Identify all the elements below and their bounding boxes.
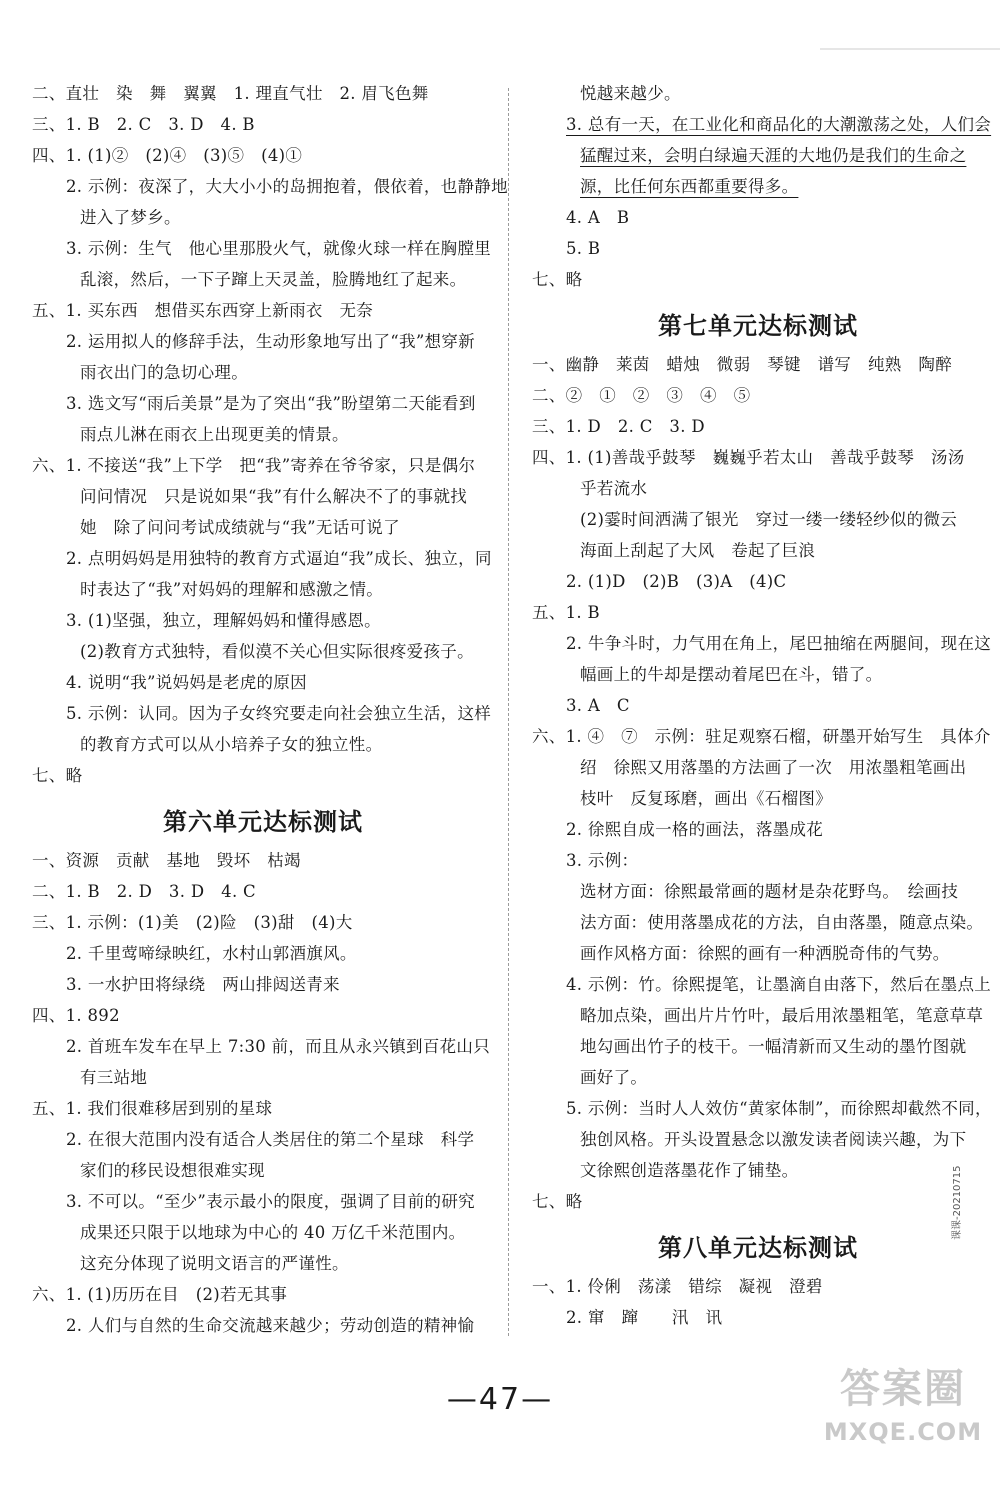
answer-line: 枝叶 反复琢磨，画出《石榴图》	[580, 789, 832, 808]
right-column	[532, 78, 992, 1333]
answer-line: 4. A B	[566, 208, 630, 227]
answer-line: 2. 运用拟人的修辞手法，生动形象地写出了“我”想穿新	[66, 332, 475, 351]
answer-line: 她 除了问问考试成绩就与“我”无话可说了	[80, 518, 400, 537]
answer-line: 绍 徐熙又用落墨的方法画了一次 用浓墨粗笔画出	[580, 758, 967, 777]
answer-line: 四、1. 892	[32, 1006, 120, 1025]
answer-line: 六、1. ④ ⑦ 示例：驻足观察石榴，研墨开始写生 具体介	[532, 727, 991, 746]
answer-line: 一、幽静 莱茵 蜡烛 微弱 琴键 谱写 纯熟 陶醉	[532, 355, 952, 374]
answer-line: 雨衣出门的急切心理。	[80, 363, 248, 382]
answer-line: 独创风格。开头设置悬念以激发读者阅读兴趣，为下	[580, 1130, 967, 1149]
answer-line: 2. 点明妈妈是用独特的教育方式逼迫“我”成长、独立，同	[66, 549, 492, 568]
answer-line: 问问情况 只是说如果“我”有什么解决不了的事就找	[80, 487, 468, 506]
answer-line: 2. 千里莺啼绿映红，水村山郭酒旗风。	[66, 944, 357, 963]
answer-line: 这充分体现了说明文语言的严谨性。	[80, 1254, 349, 1273]
left-column	[32, 78, 508, 1341]
answer-line: 二、直壮 染 舞 翼翼 1. 理直气壮 2. 眉飞色舞	[32, 84, 429, 103]
answer-line: 3. A C	[566, 696, 630, 715]
answer-line: 时表达了“我”对妈妈的理解和感激之情。	[80, 580, 384, 599]
page-number: —47—	[446, 1382, 554, 1417]
answer-line: 二、1. B 2. D 3. D 4. C	[32, 882, 256, 901]
answer-line: 猛醒过来，会明白绿遍天涯的大地仍是我们的生命之	[580, 146, 967, 165]
answer-line: 五、1. 我们很难移居到别的星球	[32, 1099, 273, 1118]
answer-line: 乎若流水	[580, 479, 648, 498]
answer-line: 4. 示例：竹。徐熙提笔，让墨滴自由落下，然后在墨点上	[566, 975, 992, 994]
answer-line: 七、略	[532, 270, 583, 289]
answer-line: 法方面：使用落墨成花的方法，自由落墨，随意点染。	[580, 913, 984, 932]
answer-line: (2)教育方式独特，看似漠不关心但实际很疼爱孩子。	[80, 642, 474, 661]
answer-line: 3. 不可以。“至少”表示最小的限度，强调了目前的研究	[66, 1192, 475, 1211]
answer-line: 5. 示例：认同。因为子女终究要走向社会独立生活，这样	[66, 704, 492, 723]
answer-line: 源，比任何东西都重要得多。	[580, 177, 799, 196]
answer-line: 2. 窜 蹿 汛 讯	[566, 1308, 723, 1327]
answer-line: 2. (1)D (2)B (3)A (4)C	[566, 572, 787, 591]
answer-line: 成果还只限于以地球为中心的 40 万亿千米范围内。	[80, 1223, 466, 1242]
answer-line: 七、略	[32, 766, 83, 785]
answer-line: 画好了。	[580, 1068, 648, 1087]
side-print-code: 课课-2021071​5	[952, 1165, 963, 1240]
answer-line: 乱滚，然后，一下子蹿上天灵盖，脸腾地红了起来。	[80, 270, 467, 289]
answer-line: 三、1. 示例：(1)美 (2)险 (3)甜 (4)大	[32, 913, 353, 932]
section-heading: 第六单元达标测试	[163, 807, 363, 836]
answer-line: 3. (1)坚强，独立，理解妈妈和懂得感恩。	[66, 611, 381, 630]
answer-line: 地勾画出竹子的枝干。一幅清新而又生动的墨竹图就	[580, 1037, 967, 1056]
answer-line: (2)霎时间洒满了银光 穿过一缕一缕轻纱似的微云	[580, 510, 958, 529]
answer-line: 雨点儿淋在雨衣上出现更美的情景。	[80, 425, 349, 444]
answer-line: 2. 徐熙自成一格的画法，落墨成花	[566, 820, 824, 839]
answer-line: 四、1. (1)② (2)④ (3)⑤ (4)①	[32, 146, 303, 165]
top-rule	[820, 48, 1000, 50]
answer-line: 家们的移民设想很难实现	[80, 1161, 265, 1180]
answer-line: 七、略	[532, 1192, 583, 1211]
answer-line: 3. 总有一天，在工业化和商品化的大潮激荡之处，人们会	[566, 115, 992, 134]
answer-line: 3. 选文写“雨后美景”是为了突出“我”盼望第二天能看到	[66, 394, 476, 413]
answer-line: 一、1. 伶俐 荡漾 错综 凝视 澄碧	[532, 1277, 823, 1296]
answer-line: 3. 示例：	[566, 851, 639, 870]
answer-line: 3. 一水护田将绿绕 两山排闼送青来	[66, 975, 340, 994]
answer-line: 略加点染，画出片片竹叶，最后用浓墨粗笔，笔意草草	[580, 1006, 984, 1025]
answer-line: 画作风格方面：徐熙的画有一种洒脱奇伟的气势。	[580, 944, 950, 963]
answer-line: 进入了梦乡。	[80, 208, 181, 227]
column-divider	[508, 88, 509, 1336]
answer-line: 五、1. B	[532, 603, 600, 622]
answer-line: 3. 示例：生气 他心里那股火气，就像火球一样在胸膛里	[66, 239, 492, 258]
answer-line: 文徐熙创造落墨花作了铺垫。	[580, 1161, 799, 1180]
answer-line: 5. B	[566, 239, 601, 258]
answer-line: 2. 在很大范围内没有适合人类居住的第二个星球 科学	[66, 1130, 475, 1149]
answer-line: 有三站地	[80, 1068, 148, 1087]
answer-line: 悦越来越少。	[580, 84, 681, 103]
watermark-logo	[818, 1361, 988, 1481]
answer-line: 四、1. (1)善哉乎鼓琴 巍巍乎若太山 善哉乎鼓琴 汤汤	[532, 448, 965, 467]
section-heading: 第八单元达标测试	[658, 1233, 858, 1262]
answer-line: 二、② ① ② ③ ④ ⑤	[532, 386, 751, 405]
answer-line: 六、1. 不接送“我”上下学 把“我”寄养在爷爷家，只是偶尔	[32, 456, 476, 475]
answer-line: 的教育方式可以从小培养子女的独立性。	[80, 735, 383, 754]
watermark-url: MXQE.COM	[823, 1418, 983, 1446]
answer-line: 2. 人们与自然的生命交流越来越少；劳动创造的精神愉	[66, 1316, 475, 1335]
answer-line: 五、1. 买东西 想借买东西穿上新雨衣 无奈	[32, 301, 374, 320]
answer-line: 2. 首班车发车在早上 7:30 前，而且从永兴镇到百花山只	[66, 1037, 491, 1056]
answer-line: 一、资源 贡献 基地 毁坏 枯竭	[32, 851, 301, 870]
answer-line: 选材方面：徐熙最常画的题材是杂花野鸟。 绘画技	[580, 882, 959, 901]
answer-line: 4. 说明“我”说妈妈是老虎的原因	[66, 673, 307, 692]
answer-line: 三、1. B 2. C 3. D 4. B	[32, 115, 255, 134]
answer-line: 5. 示例：当时人人效仿“黄家体制”，而徐熙却截然不同，	[566, 1099, 992, 1118]
answer-line: 三、1. D 2. C 3. D	[532, 417, 705, 436]
answer-line: 幅画上的牛却是摆动着尾巴在斗，错了。	[580, 665, 883, 684]
watermark-text: 答案圈	[840, 1366, 966, 1412]
answer-line: 海面上刮起了大风 卷起了巨浪	[580, 541, 816, 560]
answer-line: 2. 示例：夜深了，大大小小的岛拥抱着，偎依着，也静静地	[66, 177, 508, 196]
answer-line: 2. 牛争斗时，力气用在角上，尾巴抽缩在两腿间，现在这	[566, 634, 992, 653]
answer-line: 六、1. (1)历历在目 (2)若无其事	[32, 1285, 288, 1304]
section-heading: 第七单元达标测试	[658, 311, 858, 340]
